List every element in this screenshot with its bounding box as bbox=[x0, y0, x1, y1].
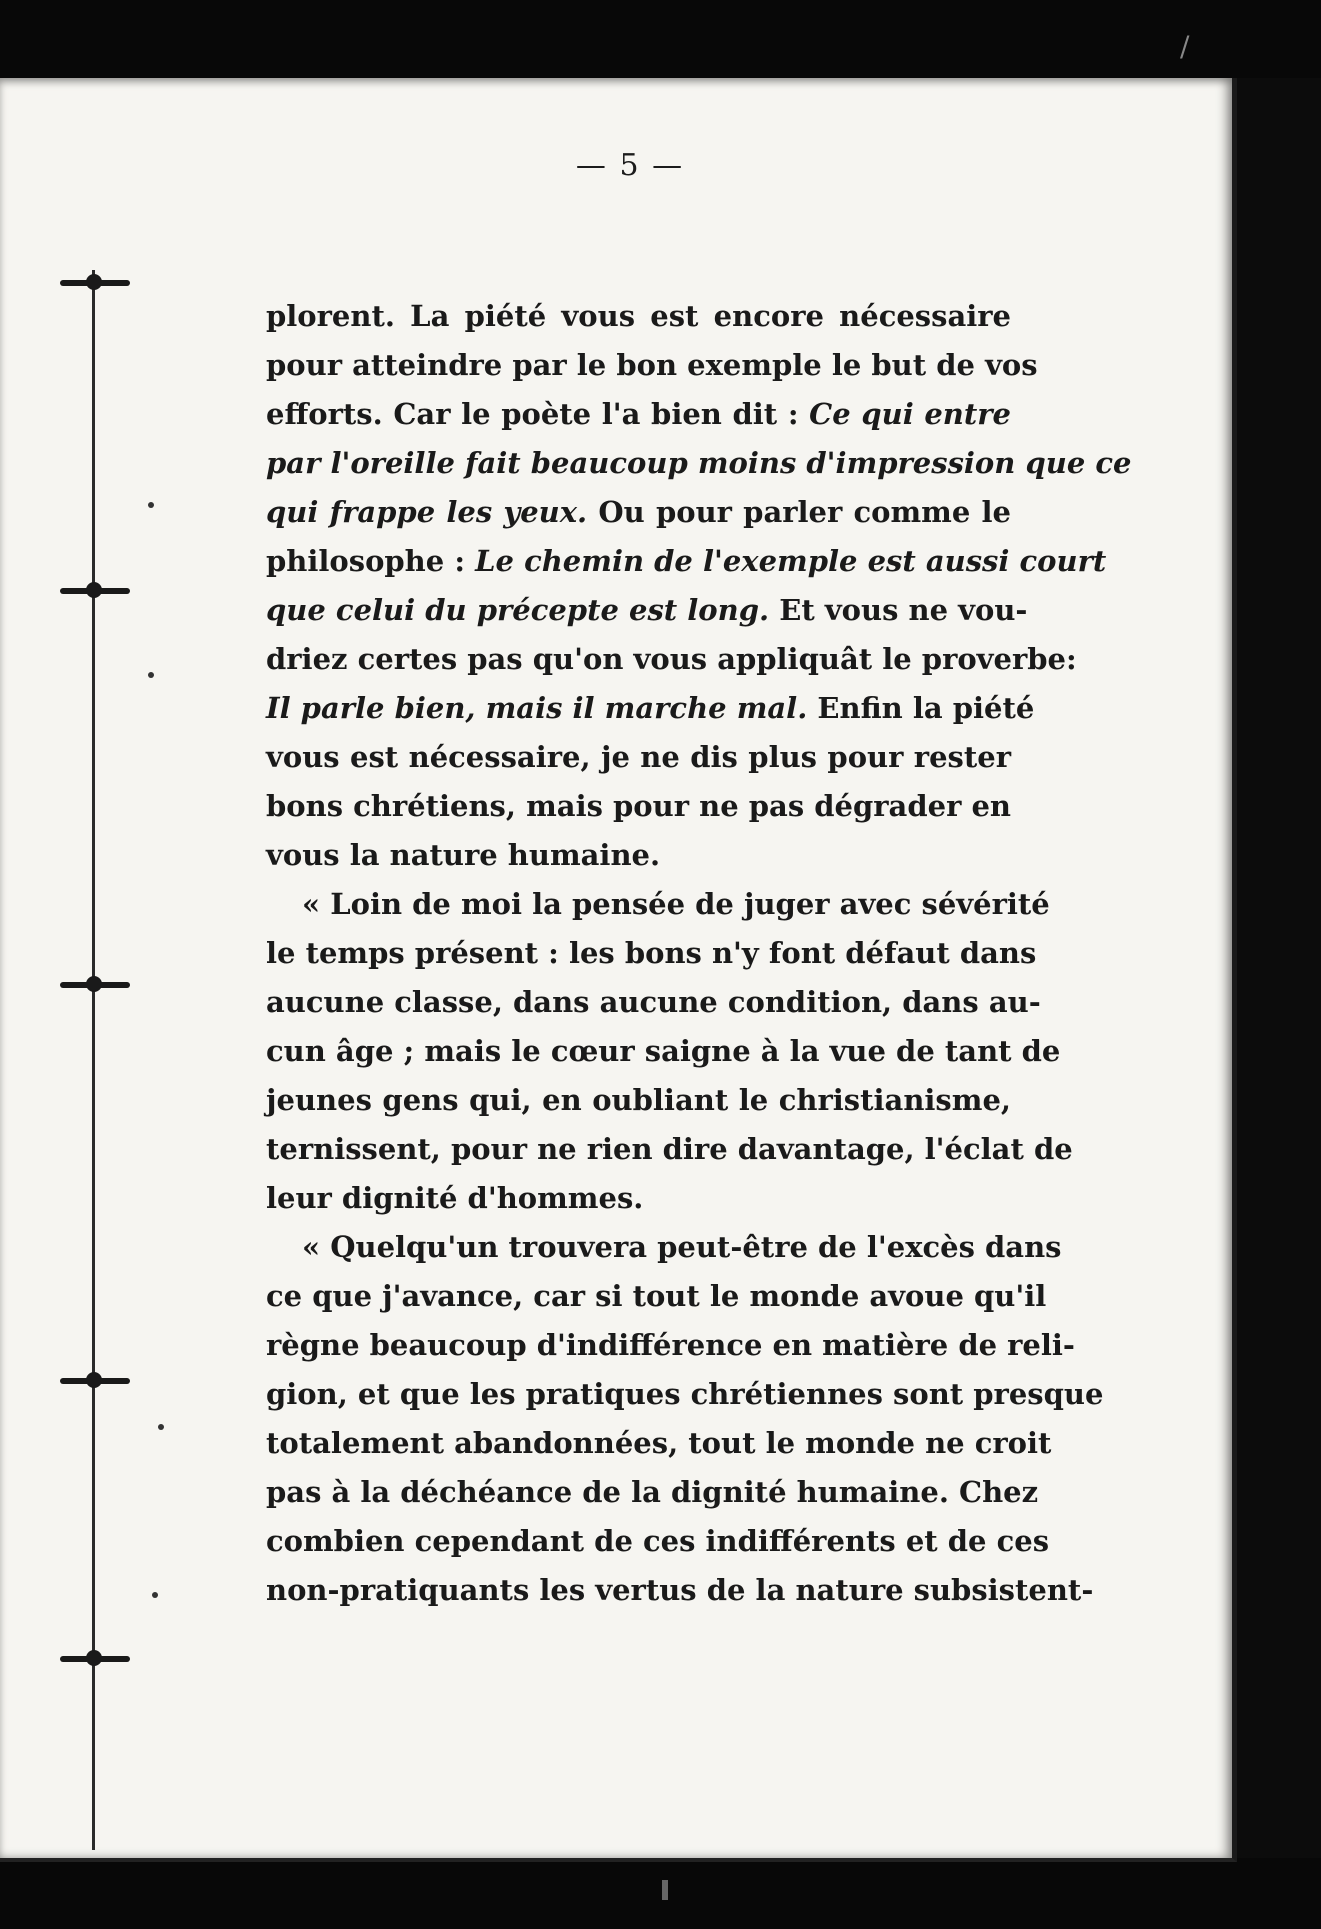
italic-text: Il parle bien, mais il marche mal. bbox=[266, 691, 808, 725]
italic-text: Ce qui entre bbox=[809, 397, 1011, 431]
text-line: ce que j'avance, car si tout le monde avoue qu'il bbox=[266, 1279, 1047, 1313]
text-span: efforts. Car le poète l'a bien dit : bbox=[266, 397, 810, 431]
text-line: vous est nécessaire, je ne dis plus pour rester bbox=[266, 740, 1011, 774]
margin-dot bbox=[148, 672, 154, 678]
text-line: combien cependant de ces indifférents et de ces bbox=[266, 1524, 1050, 1558]
text-line bbox=[266, 586, 1028, 635]
text-span: Ou pour parler comme le bbox=[587, 495, 1011, 529]
stitch-mark bbox=[60, 1378, 130, 1384]
stitch-mark bbox=[60, 280, 130, 286]
margin-dot bbox=[148, 502, 154, 508]
italic-text: qui frappe les yeux. bbox=[266, 495, 588, 529]
text-line: non-pratiquants les vertus de la nature subsistent- bbox=[266, 1573, 1094, 1607]
text-line bbox=[266, 537, 1107, 586]
stitch-mark bbox=[60, 1656, 130, 1662]
margin-dot bbox=[158, 1424, 164, 1430]
scan-mark: / bbox=[1180, 30, 1190, 63]
text-line bbox=[266, 684, 1035, 733]
binding-stitches bbox=[80, 270, 110, 1850]
italic-text: Le chemin de l'exemple est aussi court bbox=[475, 544, 1107, 578]
text-line: gion, et que les pratiques chrétiennes sont presque bbox=[266, 1377, 1104, 1411]
binding-thread bbox=[92, 270, 95, 1850]
margin-dot bbox=[152, 1592, 158, 1598]
text-line: cun âge ; mais le cœur saigne à la vue de tant de bbox=[266, 1034, 1061, 1068]
text-line: règne beaucoup d'indifférence en matière de reli- bbox=[266, 1328, 1075, 1362]
italic-text: par l'oreille fait beaucoup moins d'impression que ce bbox=[266, 446, 1132, 480]
text-line: ternissent, pour ne rien dire davantage, l'éclat de bbox=[266, 1132, 1073, 1166]
text-line: bons chrétiens, mais pour ne pas dégrader en bbox=[266, 789, 1011, 823]
text-line bbox=[266, 390, 1011, 439]
text-line: aucune classe, dans aucune condition, dans au- bbox=[266, 985, 1041, 1019]
italic-text: que celui du précepte est long. bbox=[266, 593, 770, 627]
text-line: « Loin de moi la pensée de juger avec sévérité bbox=[302, 887, 1050, 921]
page-number: — 5 — bbox=[575, 148, 685, 183]
text-line: jeunes gens qui, en oubliant le christianisme, bbox=[266, 1083, 1011, 1117]
text-line: pas à la déchéance de la dignité humaine. Chez bbox=[266, 1475, 1039, 1509]
stitch-mark bbox=[60, 588, 130, 594]
text-line: pour atteindre par le bon exemple le but de vos bbox=[266, 348, 1038, 382]
text-line: leur dignité d'hommes. bbox=[266, 1181, 644, 1215]
text-line: plorent. La piété vous est encore nécessaire bbox=[266, 299, 1011, 333]
stitch-mark bbox=[60, 982, 130, 988]
text-line bbox=[266, 439, 1132, 488]
text-span: philosophe : bbox=[266, 544, 476, 578]
text-line: « Quelqu'un trouvera peut-être de l'excès dans bbox=[302, 1230, 1062, 1264]
text-span: Enfin la piété bbox=[807, 691, 1035, 725]
text-line: driez certes pas qu'on vous appliquât le proverbe: bbox=[266, 642, 1077, 676]
text-line: totalement abandonnées, tout le monde ne croit bbox=[266, 1426, 1052, 1460]
scan-mark bbox=[662, 1880, 668, 1900]
body-text bbox=[266, 292, 1132, 1615]
text-line bbox=[266, 488, 1011, 537]
text-span: Et vous ne vou- bbox=[769, 593, 1028, 627]
text-line: le temps présent : les bons n'y font défaut dans bbox=[266, 936, 1037, 970]
scan-border bbox=[1237, 78, 1321, 1858]
text-line: vous la nature humaine. bbox=[266, 838, 661, 872]
